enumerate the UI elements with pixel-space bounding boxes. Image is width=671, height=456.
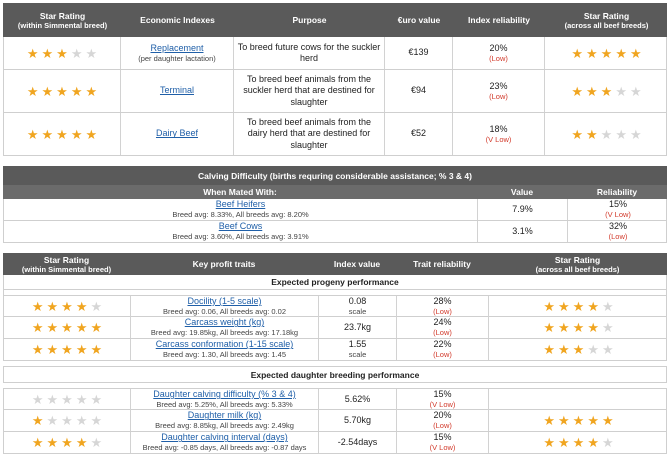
star-rating-across bbox=[571, 128, 641, 141]
star-rating-within bbox=[27, 47, 97, 60]
star-empty-icon: ★ bbox=[75, 391, 88, 407]
index-value-group bbox=[345, 394, 371, 405]
header-star-within bbox=[4, 11, 121, 30]
index-value: 1.55 bbox=[348, 339, 367, 350]
trait-name-link[interactable]: Daughter calving interval (days) bbox=[161, 432, 288, 443]
star-filled-icon: ★ bbox=[615, 45, 627, 61]
value-cell bbox=[478, 221, 568, 242]
reliability-group bbox=[486, 124, 512, 145]
star-rating-across-cell bbox=[489, 317, 668, 338]
reliability-label: (Low) bbox=[433, 307, 452, 317]
trait-row bbox=[3, 317, 667, 339]
index-name-group bbox=[156, 128, 198, 139]
star-rating-across-cell bbox=[489, 389, 668, 410]
reliability-percent: 23% bbox=[489, 80, 508, 91]
star-filled-icon: ★ bbox=[586, 126, 598, 142]
star-filled-icon: ★ bbox=[558, 435, 570, 450]
star-rating-within-cell bbox=[4, 70, 121, 112]
star-rating-across bbox=[543, 300, 613, 313]
star-rating-within-cell bbox=[4, 113, 121, 155]
reliability-group bbox=[433, 296, 452, 317]
reliability-group bbox=[430, 389, 456, 410]
header-when-mated-with: When Mated With: bbox=[203, 187, 277, 197]
star-rating-within-cell bbox=[4, 389, 131, 410]
reliability-group bbox=[433, 317, 452, 338]
index-row bbox=[3, 70, 667, 113]
economic-indexes-header bbox=[3, 3, 667, 37]
star-rating-across-cell bbox=[489, 432, 668, 453]
header-star-scope: (within Simmental breed) bbox=[21, 264, 112, 274]
daughter-performance-rows bbox=[3, 388, 667, 454]
star-rating-within bbox=[32, 321, 102, 334]
reliability-cell bbox=[568, 221, 668, 242]
breed-averages: Breed avg: 3.60%, All breeds avg: 3.91% bbox=[172, 232, 309, 242]
star-filled-icon: ★ bbox=[558, 320, 570, 335]
index-name-link[interactable]: Dairy Beef bbox=[155, 128, 199, 139]
star-rating-across-cell bbox=[545, 37, 668, 69]
reliability-label: (V Low) bbox=[605, 210, 631, 220]
star-rating-within-cell bbox=[4, 410, 131, 431]
star-filled-icon: ★ bbox=[571, 45, 584, 61]
trait-name-group bbox=[155, 410, 294, 431]
header-star-rating: Star Rating bbox=[554, 254, 601, 265]
star-rating-across bbox=[543, 321, 613, 334]
index-value-cell bbox=[319, 339, 397, 360]
header-purpose: Purpose bbox=[292, 15, 327, 25]
star-empty-icon: ★ bbox=[90, 413, 103, 428]
star-filled-icon: ★ bbox=[587, 298, 599, 314]
reliability-percent: 20% bbox=[489, 42, 508, 53]
star-filled-icon: ★ bbox=[587, 435, 599, 450]
reliability-group bbox=[605, 199, 631, 220]
star-filled-icon: ★ bbox=[600, 83, 613, 99]
reliability-cell bbox=[453, 37, 545, 69]
reliability-group bbox=[433, 410, 452, 431]
index-name-cell bbox=[121, 70, 234, 112]
euro-value: €52 bbox=[410, 128, 427, 139]
header-star-within bbox=[3, 255, 130, 274]
star-empty-icon: ★ bbox=[61, 391, 73, 407]
reliability-label: (Low) bbox=[608, 232, 628, 242]
header-star-across bbox=[545, 11, 668, 30]
calving-difficulty-table bbox=[3, 166, 667, 243]
index-value-group bbox=[349, 296, 367, 317]
header-euro-value: €uro value bbox=[397, 15, 441, 25]
section-progeny-performance: Expected progeny performance bbox=[3, 275, 667, 290]
star-filled-icon: ★ bbox=[629, 45, 642, 61]
star-filled-icon: ★ bbox=[75, 342, 88, 357]
star-rating-within-cell bbox=[4, 37, 121, 69]
mated-with-link[interactable]: Beef Cows bbox=[218, 221, 263, 232]
star-filled-icon: ★ bbox=[46, 342, 59, 357]
star-filled-icon: ★ bbox=[56, 45, 68, 61]
reliability-label: (Low) bbox=[489, 53, 508, 63]
reliability-percent: 22% bbox=[433, 339, 452, 350]
star-filled-icon: ★ bbox=[61, 320, 73, 335]
key-profit-traits-header bbox=[3, 253, 667, 275]
reliability-group bbox=[433, 339, 452, 360]
mated-with-link[interactable]: Beef Heifers bbox=[215, 199, 266, 210]
star-rating-across-cell bbox=[545, 70, 668, 112]
index-name-group bbox=[160, 85, 194, 96]
trait-name-group bbox=[153, 389, 295, 410]
star-empty-icon: ★ bbox=[46, 413, 59, 428]
star-filled-icon: ★ bbox=[31, 298, 44, 314]
star-filled-icon: ★ bbox=[600, 45, 613, 61]
star-empty-icon: ★ bbox=[75, 413, 88, 428]
star-filled-icon: ★ bbox=[543, 342, 556, 357]
star-filled-icon: ★ bbox=[31, 342, 44, 357]
index-value-group bbox=[349, 339, 367, 360]
star-filled-icon: ★ bbox=[41, 45, 54, 61]
breed-averages: Breed avg: 0.06, All breeds avg: 0.02 bbox=[163, 307, 286, 317]
index-value-cell bbox=[319, 296, 397, 317]
header-economic-indexes: Economic Indexes bbox=[140, 15, 215, 25]
reliability-percent: 18% bbox=[489, 123, 508, 134]
star-filled-icon: ★ bbox=[26, 83, 39, 99]
star-filled-icon: ★ bbox=[90, 320, 103, 335]
star-empty-icon: ★ bbox=[600, 126, 613, 142]
star-empty-icon: ★ bbox=[615, 126, 627, 142]
star-filled-icon: ★ bbox=[558, 298, 570, 314]
star-filled-icon: ★ bbox=[572, 435, 585, 450]
star-filled-icon: ★ bbox=[46, 298, 59, 314]
star-filled-icon: ★ bbox=[31, 320, 44, 335]
trait-name-link[interactable]: Daughter calving difficulty (% 3 & 4) bbox=[153, 389, 296, 399]
star-empty-icon: ★ bbox=[46, 391, 59, 407]
star-filled-icon: ★ bbox=[31, 413, 44, 428]
euro-value-cell bbox=[385, 37, 453, 69]
reliability-cell bbox=[453, 113, 545, 155]
index-value: 23.7kg bbox=[343, 321, 372, 332]
index-row bbox=[3, 113, 667, 156]
star-rating-within-cell bbox=[4, 339, 131, 360]
header-star-across bbox=[488, 255, 667, 274]
index-unit: scale bbox=[348, 307, 367, 317]
trait-name-cell bbox=[131, 317, 319, 338]
star-rating-within bbox=[32, 436, 102, 449]
star-rating-within bbox=[27, 85, 97, 98]
star-filled-icon: ★ bbox=[601, 413, 614, 428]
star-empty-icon: ★ bbox=[61, 413, 73, 428]
star-rating-within-cell bbox=[4, 432, 131, 453]
index-note: (per daughter lactation) bbox=[138, 53, 216, 63]
reliability-group bbox=[489, 81, 508, 102]
star-filled-icon: ★ bbox=[41, 83, 54, 99]
star-empty-icon: ★ bbox=[85, 45, 98, 61]
index-value-cell bbox=[319, 432, 397, 453]
index-value-group bbox=[344, 322, 371, 333]
index-unit: scale bbox=[348, 350, 367, 360]
star-empty-icon: ★ bbox=[90, 391, 103, 407]
trait-row bbox=[3, 410, 667, 432]
star-empty-icon: ★ bbox=[601, 298, 614, 314]
reliability-label: (Low) bbox=[433, 328, 452, 338]
star-rating-within-cell bbox=[4, 296, 131, 317]
reliability-group bbox=[430, 432, 456, 453]
header-star-scope: (within Simmental breed) bbox=[17, 20, 108, 30]
calving-value: 7.9% bbox=[512, 203, 533, 214]
star-rating-across bbox=[543, 414, 613, 427]
header-star-scope: (across all beef breeds) bbox=[535, 264, 620, 274]
euro-value: €139 bbox=[408, 47, 429, 58]
star-rating-across-cell bbox=[489, 410, 668, 431]
header-star-rating: Star Rating bbox=[39, 10, 86, 21]
trait-reliability-cell bbox=[397, 317, 489, 338]
index-name-cell bbox=[121, 37, 234, 69]
star-filled-icon: ★ bbox=[587, 413, 599, 428]
star-filled-icon: ★ bbox=[85, 126, 98, 142]
mated-with-cell bbox=[4, 199, 478, 220]
breed-averages: Breed avg: 5.25%, All breeds avg: 5.33% bbox=[156, 400, 293, 410]
trait-name-group bbox=[151, 317, 298, 338]
trait-name-cell bbox=[131, 296, 319, 317]
star-filled-icon: ★ bbox=[46, 435, 59, 450]
star-rating-within bbox=[32, 343, 102, 356]
purpose-text: To breed beef animals from the suckler herd that are destined for slaughter bbox=[243, 74, 375, 107]
breed-averages: Breed avg: 8.85kg, All breeds avg: 2.49kg bbox=[155, 421, 294, 431]
breed-averages: Breed avg: -0.85 days, All breeds avg: -0.87 days bbox=[142, 443, 307, 453]
economic-indexes-rows bbox=[3, 37, 667, 156]
star-filled-icon: ★ bbox=[572, 298, 585, 314]
trait-name-cell bbox=[131, 339, 319, 360]
trait-name-cell bbox=[131, 410, 319, 431]
purpose-cell bbox=[234, 70, 385, 112]
calving-value: 3.1% bbox=[512, 225, 533, 236]
star-filled-icon: ★ bbox=[90, 342, 103, 357]
star-filled-icon: ★ bbox=[75, 298, 88, 314]
star-rating-within bbox=[27, 128, 97, 141]
mated-with-group bbox=[172, 221, 308, 242]
reliability-label: (V Low) bbox=[429, 400, 456, 410]
euro-value-cell bbox=[385, 113, 453, 155]
index-value-group bbox=[338, 437, 378, 448]
key-profit-traits-table bbox=[3, 253, 667, 454]
star-filled-icon: ★ bbox=[587, 320, 599, 335]
index-name-link[interactable]: Replacement bbox=[150, 42, 204, 53]
star-empty-icon: ★ bbox=[90, 435, 103, 450]
trait-row bbox=[3, 432, 667, 454]
trait-name-link[interactable]: Docility (1-5 scale) bbox=[187, 296, 262, 306]
trait-row bbox=[3, 295, 667, 317]
reliability-percent: 24% bbox=[433, 317, 452, 328]
header-reliability: Reliability bbox=[596, 187, 638, 197]
index-name-group bbox=[138, 43, 216, 64]
star-filled-icon: ★ bbox=[586, 45, 598, 61]
reliability-label: (V Low) bbox=[429, 443, 456, 453]
trait-name-group bbox=[156, 339, 294, 360]
star-empty-icon: ★ bbox=[601, 435, 614, 450]
star-filled-icon: ★ bbox=[61, 435, 73, 450]
header-index-reliability: Index reliability bbox=[468, 15, 530, 25]
star-filled-icon: ★ bbox=[31, 435, 44, 450]
index-value-group bbox=[344, 415, 371, 426]
reliability-label: (Low) bbox=[489, 91, 508, 101]
star-rating-within bbox=[32, 300, 102, 313]
star-empty-icon: ★ bbox=[629, 126, 642, 142]
star-rating-across bbox=[571, 85, 641, 98]
trait-row bbox=[3, 339, 667, 361]
star-empty-icon: ★ bbox=[601, 320, 614, 335]
calving-row bbox=[3, 199, 667, 221]
star-empty-icon: ★ bbox=[587, 342, 599, 357]
trait-name-link[interactable]: Carcass weight (kg) bbox=[184, 317, 265, 328]
reliability-cell bbox=[453, 70, 545, 112]
reliability-label: (V Low) bbox=[485, 134, 512, 144]
star-filled-icon: ★ bbox=[586, 83, 598, 99]
star-empty-icon: ★ bbox=[70, 45, 83, 61]
calving-difficulty-header bbox=[3, 185, 667, 199]
star-rating-across bbox=[543, 436, 613, 449]
trait-name-cell bbox=[131, 389, 319, 410]
star-filled-icon: ★ bbox=[56, 126, 68, 142]
star-rating-across bbox=[543, 343, 613, 356]
trait-name-link[interactable]: Daughter milk (kg) bbox=[187, 410, 262, 421]
index-value: 5.70kg bbox=[343, 414, 372, 425]
header-star-scope: (across all beef breeds) bbox=[564, 20, 649, 30]
reliability-percent: 15% bbox=[433, 389, 452, 399]
star-filled-icon: ★ bbox=[543, 413, 556, 428]
star-filled-icon: ★ bbox=[85, 83, 98, 99]
star-empty-icon: ★ bbox=[31, 391, 44, 407]
progeny-performance-rows bbox=[3, 295, 667, 361]
reliability-label: (Low) bbox=[433, 421, 452, 431]
index-value: 5.62% bbox=[344, 393, 371, 404]
index-value: 0.08 bbox=[348, 296, 367, 306]
trait-name-group bbox=[163, 296, 286, 317]
star-rating-across bbox=[571, 47, 641, 60]
trait-name-group bbox=[143, 432, 307, 453]
calving-difficulty-title: Calving Difficulty (births requring considerable assistance; % 3 & 4) bbox=[3, 166, 667, 185]
star-rating-within-cell bbox=[4, 317, 131, 338]
star-filled-icon: ★ bbox=[75, 435, 88, 450]
star-filled-icon: ★ bbox=[543, 320, 556, 335]
header-value: Value bbox=[510, 187, 534, 197]
star-rating-within bbox=[32, 414, 102, 427]
purpose-text: To breed future cows for the suckler herd bbox=[237, 41, 381, 63]
header-star-rating: Star Rating bbox=[43, 254, 90, 265]
breed-averages: Breed avg: 1.30, All breeds avg: 1.45 bbox=[163, 350, 286, 360]
calving-difficulty-rows bbox=[3, 199, 667, 243]
breed-averages: Breed avg: 19.85kg, All breeds avg: 17.18kg bbox=[150, 328, 299, 338]
star-filled-icon: ★ bbox=[543, 298, 556, 314]
index-row bbox=[3, 37, 667, 70]
trait-name-cell bbox=[131, 432, 319, 453]
reliability-cell bbox=[568, 199, 668, 220]
star-filled-icon: ★ bbox=[572, 342, 585, 357]
star-filled-icon: ★ bbox=[543, 435, 556, 450]
header-star-rating: Star Rating bbox=[583, 10, 630, 21]
star-rating-across-cell bbox=[489, 296, 668, 317]
star-filled-icon: ★ bbox=[70, 83, 83, 99]
reliability-percent: 28% bbox=[433, 296, 452, 306]
star-filled-icon: ★ bbox=[75, 320, 88, 335]
trait-reliability-cell bbox=[397, 339, 489, 360]
euro-value-cell bbox=[385, 70, 453, 112]
header-index-value: Index value bbox=[333, 259, 381, 269]
index-value-cell bbox=[319, 410, 397, 431]
euro-value: €94 bbox=[410, 85, 427, 96]
reliability-percent: 32% bbox=[608, 221, 627, 232]
economic-indexes-table bbox=[3, 3, 667, 156]
star-empty-icon: ★ bbox=[615, 83, 627, 99]
star-filled-icon: ★ bbox=[56, 83, 68, 99]
reliability-group bbox=[489, 43, 508, 64]
trait-reliability-cell bbox=[397, 296, 489, 317]
star-filled-icon: ★ bbox=[46, 320, 59, 335]
breed-averages: Breed avg: 8.33%, All breeds avg: 8.20% bbox=[172, 210, 309, 220]
star-empty-icon: ★ bbox=[601, 342, 614, 357]
star-filled-icon: ★ bbox=[26, 45, 39, 61]
index-value-cell bbox=[319, 317, 397, 338]
trait-reliability-cell bbox=[397, 432, 489, 453]
calving-row bbox=[3, 221, 667, 243]
reliability-percent: 15% bbox=[433, 432, 452, 443]
star-filled-icon: ★ bbox=[61, 298, 73, 314]
star-filled-icon: ★ bbox=[572, 320, 585, 335]
section-daughter-performance: Expected daughter breeding performance bbox=[3, 366, 667, 383]
header-key-profit-traits: Key profit traits bbox=[192, 259, 256, 269]
reliability-group bbox=[609, 221, 628, 242]
index-name-cell bbox=[121, 113, 234, 155]
trait-row bbox=[3, 388, 667, 410]
purpose-text: To breed beef animals from the dairy herd that are destined for slaughter bbox=[246, 117, 372, 150]
index-name-link[interactable]: Terminal bbox=[159, 85, 194, 96]
reliability-percent: 15% bbox=[608, 199, 627, 210]
index-value: -2.54days bbox=[337, 436, 378, 447]
reliability-percent: 20% bbox=[433, 410, 452, 421]
star-empty-icon: ★ bbox=[90, 298, 103, 314]
star-rating-across-cell bbox=[545, 113, 668, 155]
star-filled-icon: ★ bbox=[41, 126, 54, 142]
star-filled-icon: ★ bbox=[26, 126, 39, 142]
header-trait-reliability: Trait reliability bbox=[413, 259, 471, 269]
index-value-cell bbox=[319, 389, 397, 410]
star-filled-icon: ★ bbox=[571, 126, 584, 142]
star-filled-icon: ★ bbox=[61, 342, 73, 357]
star-empty-icon: ★ bbox=[629, 83, 642, 99]
star-filled-icon: ★ bbox=[571, 83, 584, 99]
value-cell bbox=[478, 199, 568, 220]
mated-with-group bbox=[172, 199, 308, 220]
star-rating-across-cell bbox=[489, 339, 668, 360]
trait-reliability-cell bbox=[397, 410, 489, 431]
star-filled-icon: ★ bbox=[558, 342, 570, 357]
trait-reliability-cell bbox=[397, 389, 489, 410]
star-rating-within bbox=[32, 393, 102, 406]
reliability-label: (Low) bbox=[433, 350, 452, 360]
purpose-cell bbox=[234, 113, 385, 155]
star-filled-icon: ★ bbox=[70, 126, 83, 142]
purpose-cell bbox=[234, 37, 385, 69]
star-filled-icon: ★ bbox=[558, 413, 570, 428]
star-filled-icon: ★ bbox=[572, 413, 585, 428]
trait-name-link[interactable]: Carcass conformation (1-15 scale) bbox=[155, 339, 294, 350]
mated-with-cell bbox=[4, 221, 478, 242]
